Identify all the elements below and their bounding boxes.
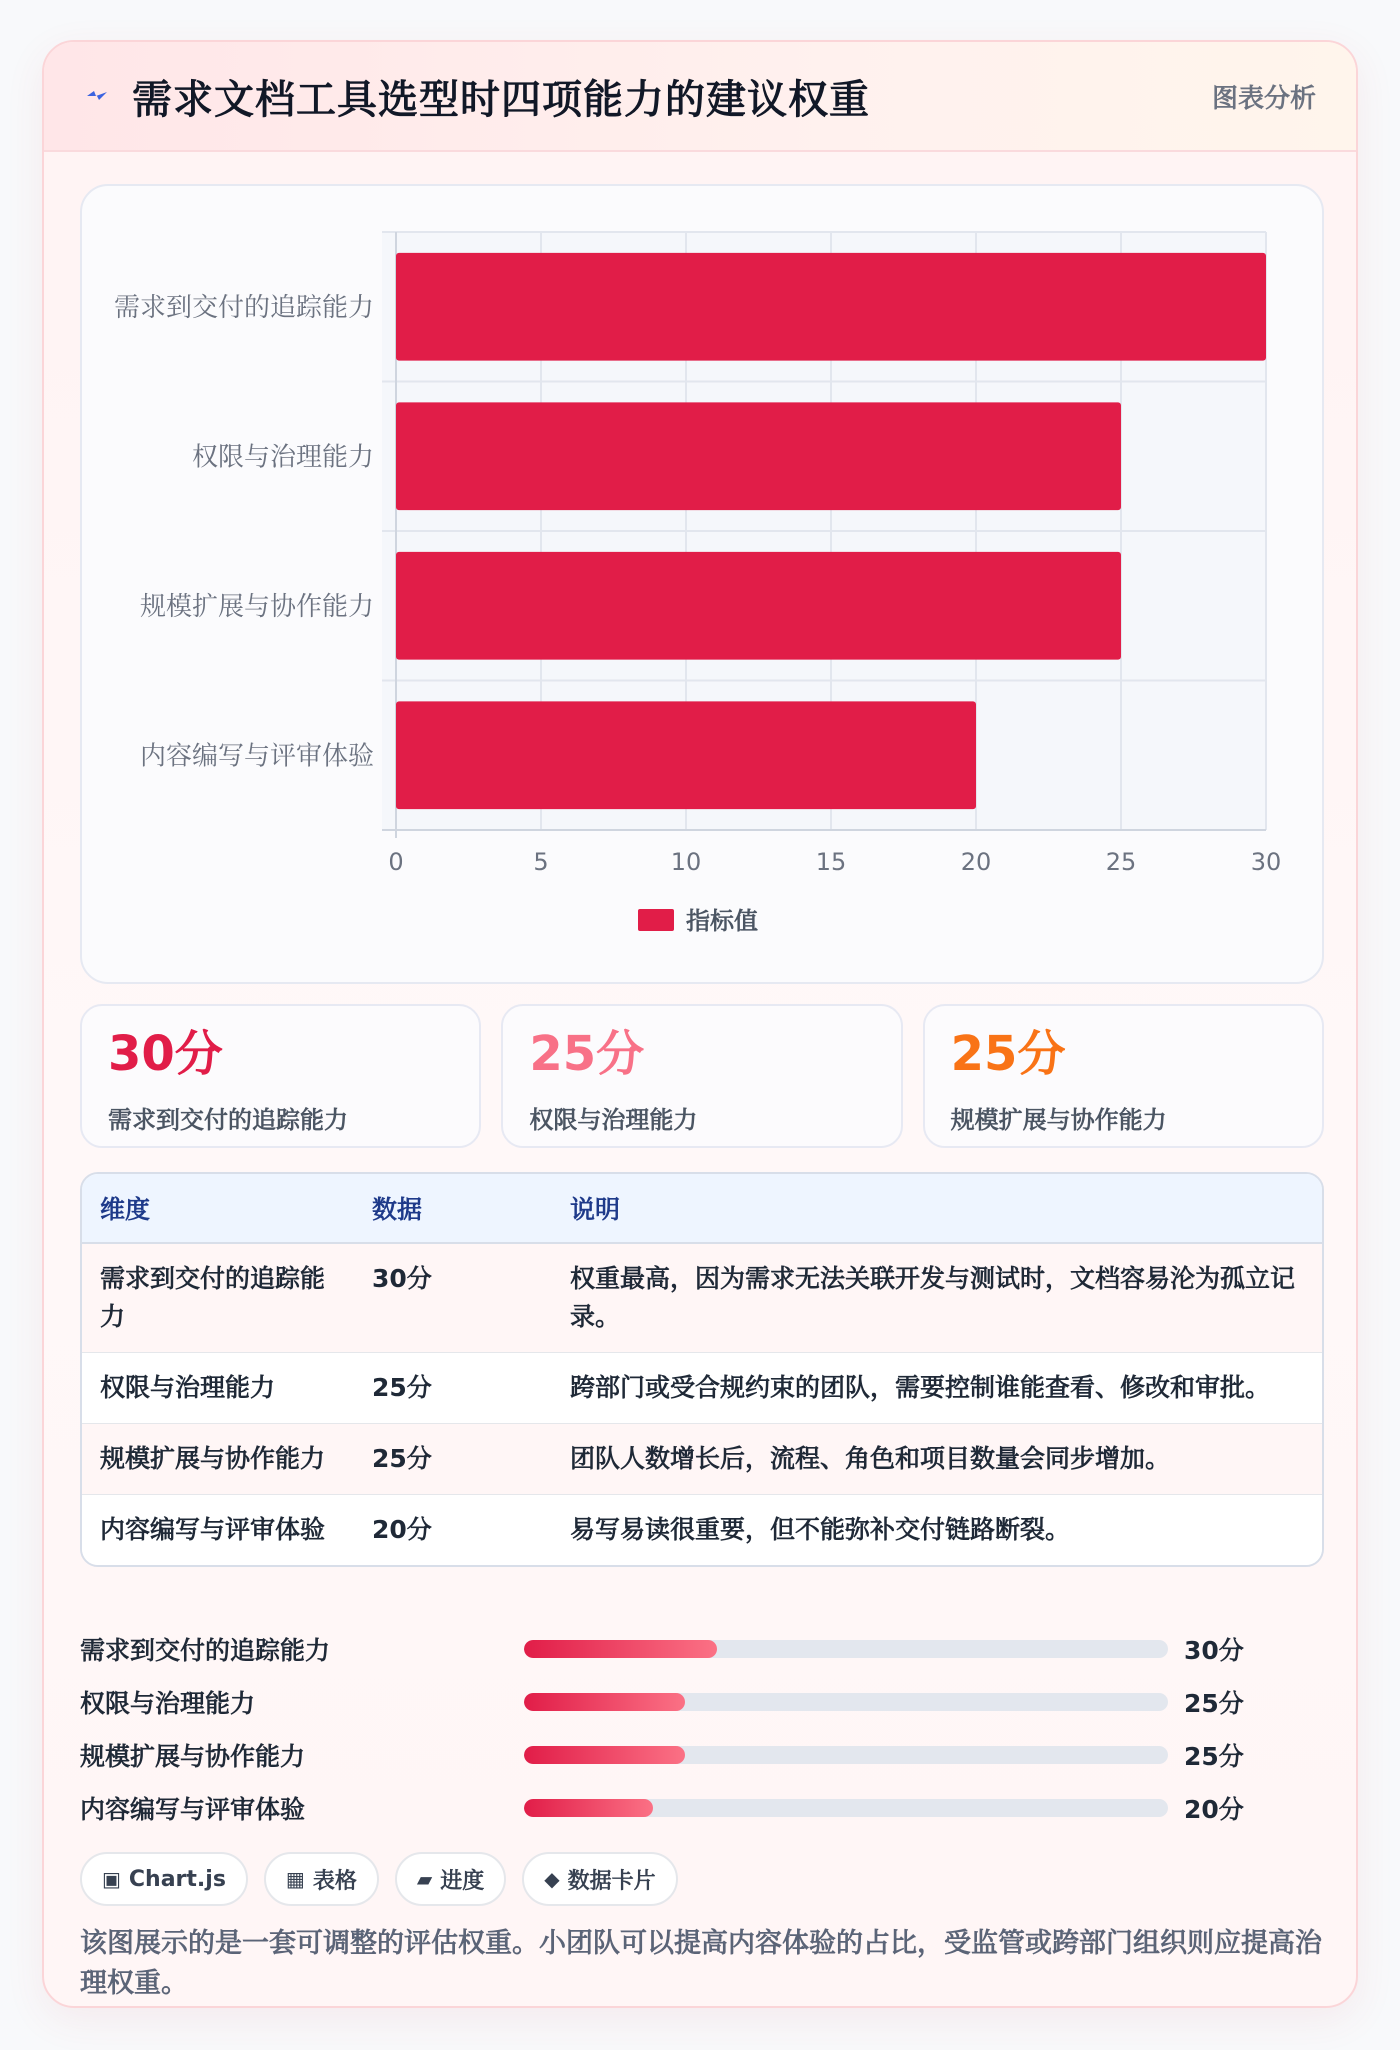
stat-value: 25分 [529,1026,645,1082]
progress-value: 25分 [1184,1688,1244,1718]
progress-fill [524,1799,653,1817]
stat-card-traceability [80,1004,481,1148]
stat-label: 需求到交付的追踪能力 [108,1106,348,1134]
progress-track [524,1693,1168,1711]
progress-fill [524,1693,685,1711]
progress-row [80,1781,1324,1834]
x-tick-label: 30 [1250,848,1282,876]
bar [396,552,1121,660]
bar [396,253,1266,361]
column-header-data: 数据 [354,1174,552,1243]
column-header-description: 说明 [552,1174,1322,1243]
table-cell: 需求到交付的追踪能力 [82,1243,354,1353]
x-tick-label: 20 [960,848,992,876]
x-tick-label: 0 [388,848,404,876]
chip-progress[interactable] [395,1852,506,1906]
column-header-dimension: 维度 [82,1174,354,1243]
stat-label: 规模扩展与协作能力 [950,1106,1167,1134]
progress-label: 权限与治理能力 [80,1688,256,1718]
chip-label: 数据卡片 [567,1868,656,1894]
legend-label: 指标值 [686,907,758,935]
table-cell: 20分 [372,1515,432,1544]
table-cell: 跨部门或受合规约束的团队，需要控制谁能查看、修改和审批。 [552,1353,1322,1424]
progress-value: 25分 [1184,1741,1244,1771]
page-title: 需求文档工具选型时四项能力的建议权重 [132,76,870,123]
stat-label: 权限与治理能力 [529,1106,698,1134]
chip-label: Chart.js [128,1866,226,1892]
x-tick-label: 15 [815,848,847,876]
x-tick-label: 25 [1105,848,1137,876]
bar [396,701,976,809]
table-cell: 权限与治理能力 [82,1353,354,1424]
progress-track [524,1746,1168,1764]
table-header-row [82,1174,1322,1243]
progress-fill [524,1640,717,1658]
table-row [82,1424,1322,1495]
table-cell: 内容编写与评审体验 [100,1515,326,1544]
chip-label: 表格 [312,1868,357,1894]
table-cell: 25分 [354,1424,552,1495]
bar-chart [82,186,1326,986]
chart-analysis-tag: 图表分析 [1211,83,1316,114]
progress-value: 30分 [1184,1635,1244,1665]
stat-cards [80,1004,1324,1148]
table-cell: 规模扩展与协作能力 [82,1424,354,1495]
stat-value: 25分 [950,1026,1066,1082]
chart-note: 该图展示的是一套可调整的评估权重。小团队可以提高内容体验的占比，受监管或跨部门组织则应提高治理权重。 [80,1928,1322,1999]
chip-chartjs[interactable] [80,1852,248,1906]
card-header [44,42,1356,152]
progress-row [80,1728,1324,1781]
table-cell: 易写易读很重要，但不能弥补交付链路断裂。 [570,1515,1071,1544]
table-row [82,1495,1322,1566]
chip-label: 进度 [440,1868,485,1894]
progress-label: 规模扩展与协作能力 [80,1741,306,1771]
stat-value: 30分 [108,1026,223,1082]
progress-row [80,1675,1324,1728]
progress-row [80,1622,1324,1675]
progress-list [80,1622,1324,1834]
table-cell: 权重最高，因为需求无法关联开发与测试时，文档容易沦为孤立记录。 [552,1243,1322,1353]
table-row [82,1243,1322,1353]
progress-label: 需求到交付的追踪能力 [80,1635,331,1665]
progress-value: 20分 [1184,1794,1244,1824]
weights-table [80,1172,1324,1567]
stat-card-governance [501,1004,902,1148]
progress-track [524,1799,1168,1817]
category-label: 规模扩展与协作能力 [139,591,374,622]
x-tick-label: 5 [533,848,549,876]
table-cell: 30分 [354,1243,552,1353]
bolt-icon [84,83,110,109]
chip-data-cards[interactable] [522,1852,677,1906]
diamond-icon: ◆ [544,1867,560,1891]
category-label: 内容编写与评审体验 [139,741,374,772]
category-label: 需求到交付的追踪能力 [113,292,374,323]
tech-chips [80,1852,678,1906]
table-icon: ▦ [285,1867,305,1891]
table-cell: 团队人数增长后，流程、角色和项目数量会同步增加。 [552,1424,1322,1495]
table-cell: 25分 [354,1353,552,1424]
progress-icon: ▰ [416,1867,433,1891]
category-label: 权限与治理能力 [191,442,374,473]
legend-swatch [638,909,674,931]
chart-card [42,40,1358,2008]
progress-track [524,1640,1168,1658]
progress-fill [524,1746,685,1764]
bar [396,402,1121,510]
chip-table[interactable] [264,1852,379,1906]
stat-card-scalability [923,1004,1324,1148]
chart-icon: ▣ [102,1867,121,1891]
x-tick-label: 10 [670,848,702,876]
bar-chart-panel [80,184,1324,984]
table-row [82,1353,1322,1424]
progress-label: 内容编写与评审体验 [80,1794,306,1824]
